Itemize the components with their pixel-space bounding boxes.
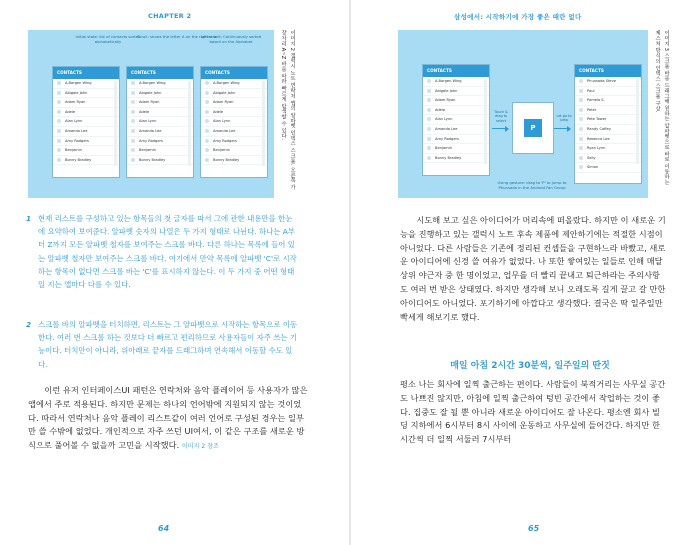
list-item: Abigale John [53,89,119,99]
list-item: Amanda Lee [423,125,489,135]
alphabet-scroll-bar [262,81,265,166]
list-item: Bonny Bradley [127,156,193,166]
list-item: Amanda Lee [127,127,193,137]
running-head-right: 삼성에서: 시작하기에 가장 좋은 때란 없다 [454,13,582,21]
body-paragraph [28,384,310,454]
list-item: Adele [423,106,489,116]
list-item: Ryan Lynn [575,144,641,154]
list-item: Benjamin [127,146,193,156]
contacts-header: CONTACTS [201,67,267,79]
figure-reference: 이미지 2 참조 [181,443,219,451]
list-item: A.Borgen Wing [127,79,193,89]
list-item: Pete Tower [575,115,641,125]
list-item: Abigale John [127,89,193,99]
side-label-right: Let go to jump [556,114,572,123]
list-item: Pamela S. [575,96,641,106]
list-item: Alan Lynn [423,115,489,125]
phone-mockup [422,64,490,176]
list-item: Phunsada Steve [575,77,641,87]
contacts-header: CONTACTS [575,65,641,77]
list-item: Peter [575,106,641,116]
letter-badge: P [524,119,542,137]
list-item: Adam Ryan [423,96,489,106]
list-text: 현재 리스트를 구성하고 있는 항목들의 첫 글자를 따서 그에 관한 내용만을 한눈에 요약하여 보여준다. 알파벳 숫자의 나열은 두 가지 형태로 나뉜다. 하나는 A부터 Z까지 모든 알파벳 철자를 보여주는 스크롤 바다. 다른 하나는 목록에 들어 있는 알파벳 철자만 보여주는 스크롤 바다. 여기에서 만약 목록에 알파벳 'C'로 시작하는 항목이 없다면 스크롤 바는 'C'를 표시하지 않는다. 이 두 가지 중 어떤 형태일 지는 앱마다 다를 수 있다. [38,214,297,290]
list-item: Amy Rodgers [127,137,193,147]
arrow-line [492,128,506,129]
running-head-left: CHAPTER 2 [148,12,192,20]
figure-2 [28,30,274,198]
list-number: 1 [26,214,32,223]
phone-mockup [574,64,642,184]
fig-label-1: Initial state: list of contacts sorted alphabetically [75,34,141,44]
body-text: 이런 유저 인터페이스UI 패턴은 연락처와 음악 플레이어 등 사용자가 많은 앱에서 주로 적용된다. 하지만 문제는 하나의 언어밖에 지원되지 않는 것이었다. 따라서 연락처나 음악 플레이 리스트같이 여러 언어로 구성된 경우는 일부만 쓸 수밖에 없었다. 개인적으로 자주 쓰던 UI여서, 이 같은 구조를 새로운 방식으로 풀어볼 수 없을까 고민을 시작했다. [28,385,308,451]
list-item: Adam Ryan [127,98,193,108]
list-item: Benjamin [423,144,489,154]
list-item: Benjamin [53,146,119,156]
phone-mockup [52,66,120,178]
list-item: Amy Rodgers [423,135,489,145]
list-item: Bonny Bradley [201,156,267,166]
section-subhead: 매일 아침 2시간 30분씩, 일주일의 딴짓 [450,361,610,371]
fig-label-3: Letter sort: Continuously sorted based on the Alphabet [200,34,262,44]
list-item: A.Borgen Wing [423,77,489,87]
fig-label-2: Scroll: shows the letter A on the right side [137,34,217,39]
arrow-line [554,128,568,129]
list-number: 2 [26,320,32,329]
list-item: Bonny Bradley [53,156,119,166]
contacts-header: CONTACTS [423,65,489,77]
body-paragraph: 시도해 보고 싶은 아이디어가 머리속에 떠올랐다. 하지만 이 새로운 기능을 진행하고 있는 갤럭시 노트 후속 제품에 제안하기에는 적절한 시점이 아니었다. 다른 사람들은 기존에 정리된 컨셉들을 구현하느라 바빴고, 새로운 아이디어에 신경 쓸 여유가 없었다. 나 또한 쌓여있는 일들로 인해 매달 상위 야근자 중 한 명이었고, 업무를 더 빨리 끝내고 퇴근하라는 주의사항도 여러 번 받은 상태였다. 하지만 생각해 보니 오래도록 길게 끌고 갈 만한 아이디어도 아니었다. 포기하기에 아깝다고 생각했다. 결국은 딱 일주일만 빡세게 해보기로 했다. [400,215,666,322]
list-text: 스크롤 바의 알파벳을 터치하면, 리스트는 그 알파벳으로 시작하는 항목으로 이동한다. 여러 번 스크롤 하는 것보다 더 빠르고 편리하므로 사용자들이 자주 쓰는 기능이다. 터치만이 아니라, 위아래로 끝자를 드래그하며 연속해서 이동할 수도 있다. [38,320,298,369]
list-item: Randy Coffey [575,125,641,135]
list-item: Amanda Lee [201,127,267,137]
contacts-header: CONTACTS [53,67,119,79]
list-item: Alan Lynn [201,117,267,127]
side-label-left: Touch & drag to select [494,110,508,123]
list-item: Alan Lynn [53,117,119,127]
list-item: Amanda Lee [53,127,119,137]
arrow-right-icon [505,126,509,132]
jump-card [512,102,554,154]
list-item: Adam Ryan [53,98,119,108]
list-item: Adam Ryan [201,98,267,108]
figure-caption: 이미지 2 갤럭시 노트 연락처 앱의 알파벳 인덱스 스크롤. 오른쪽 가장자리 A~Z 바를 따라 빠르게 탐색할 수 있다. [280,30,295,190]
list-item: A.Borgen Wing [53,79,119,89]
phone-mockup [126,66,194,178]
page-number-right: 65 [528,524,540,533]
phone-mockup [200,66,268,178]
fig-bottom-label: Using gesture: drag to 'P' to jump to Phunsada in the Android Fan Group [497,180,567,190]
list-item: Abigale John [201,89,267,99]
figure-caption: 이미지 3 스크롤 바를 드래그해 원하는 알파벳으로 바로 이동하는 제스처 방식의 인덱스 스크롤 구상. [654,30,669,185]
contacts-header: CONTACTS [127,67,193,79]
list-item: Amy Rodgers [53,137,119,147]
page-number-left: 64 [158,524,170,533]
alphabet-scroll-bar [636,79,639,164]
alphabet-scroll-bar [188,81,191,166]
list-item: Adele [127,108,193,118]
list-item: A.Borgen Wing [201,79,267,89]
body-paragraph: 평소 나는 회사에 일찍 출근하는 편이다. 사람들이 북적거리는 사무실 공간도 나쁘진 않지만, 아침에 일찍 출근하여 텅빈 공간에서 작업하는 것이 좋다. 집중도 잘 될 뿐 아니라 새로운 아이디어도 잘 나온다. 평소엔 회사 빌딩 지하에서 6시부터 8시 사이에 운동하고 사무실에 들어간다. 하지만 한 시간씩 더 일찍 서둘러 7시부터 [400,379,666,445]
list-item: Adele [53,108,119,118]
list-item: Adele [201,108,267,118]
alphabet-scroll-bar [114,81,117,166]
figure-3 [398,30,648,198]
alphabet-scroll-bar [484,79,487,164]
list-item: Sally [575,154,641,164]
list-item: Benjamin [201,146,267,156]
list-item-2 [26,318,298,371]
right-page [350,0,700,545]
arrow-right-icon [567,126,571,132]
list-item: Alan Lynn [127,117,193,127]
list-item: Paul [575,87,641,97]
list-item: Bonny Bradley [423,154,489,164]
list-item: Simon [575,163,641,173]
list-item: Abigale John [423,87,489,97]
list-item: Amy Rodgers [201,137,267,147]
list-item-1 [26,212,298,291]
list-item: Rebecca Lee [575,135,641,145]
